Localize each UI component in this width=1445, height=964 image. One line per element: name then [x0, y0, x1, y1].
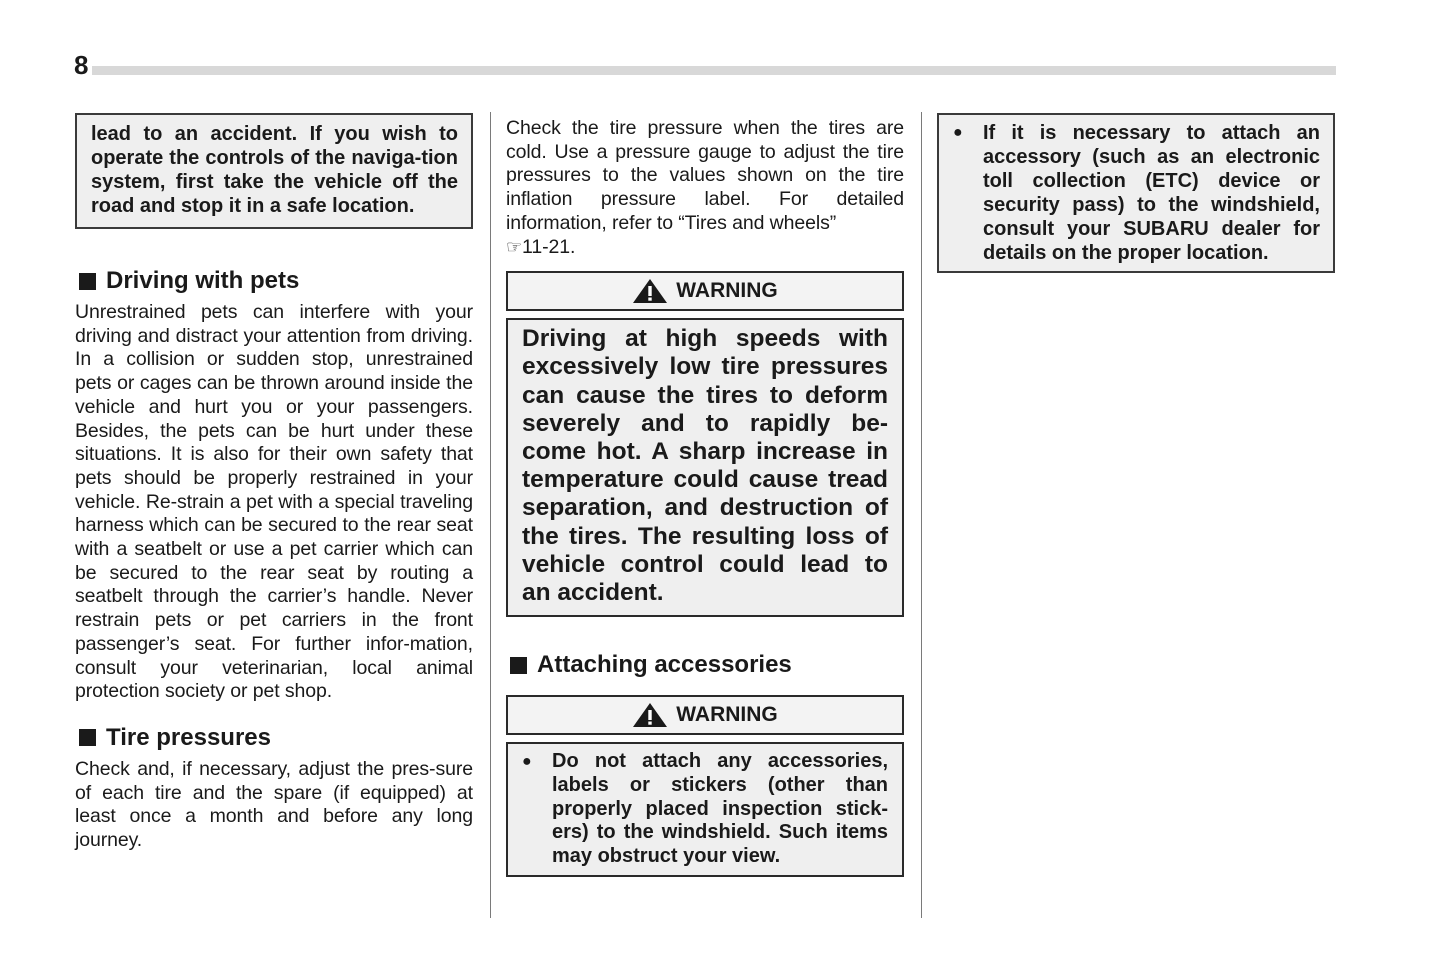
bullet-icon: ●	[522, 753, 532, 771]
tire-pressure-warning: Driving at high speeds with excessively low tire pressures can cause the tires to deform severely and to rapidly be-come hot. A sharp increase in temperature could cause tread separation, and destruction of the tires. The resulting loss of vehicle control could lead to an accident.	[506, 318, 904, 617]
tire-pressures-heading	[75, 724, 473, 752]
accessories-heading-text: Attaching accessories	[537, 651, 792, 679]
warning-bullet-item	[522, 750, 888, 869]
page-number: 8	[74, 50, 89, 80]
column-middle	[506, 117, 904, 877]
warning-header-2	[506, 695, 904, 735]
etc-bullet-item	[953, 121, 1320, 265]
page-reference: 11-21.	[522, 235, 576, 258]
tire-pressures-paragraph-cont	[506, 117, 904, 259]
page-reference-icon: ☞	[506, 236, 523, 257]
column-divider-2	[921, 112, 922, 918]
header-rule	[92, 66, 1336, 75]
black-square-icon	[79, 273, 96, 290]
black-square-icon	[79, 729, 96, 746]
column-left	[75, 113, 473, 853]
etc-device-note-text: If it is necessary to attach an accessory (such as an electronic toll collection (ETC) device or security pass) to the windshield, consult your SUBARU dealer for details on the proper location.	[983, 122, 1320, 264]
black-square-icon	[510, 657, 527, 674]
accessories-warning-text: Do not attach any accessories, labels or stickers (other than properly placed inspection stick-ers) to the windshield. Such items may obstruct your view.	[552, 750, 888, 868]
warning-triangle-icon	[632, 278, 668, 304]
pets-heading	[75, 267, 473, 295]
warning-label-1: WARNING	[676, 279, 778, 303]
pets-heading-text: Driving with pets	[106, 267, 300, 294]
accessories-warning	[506, 742, 904, 877]
column-divider-1	[490, 112, 491, 918]
accessories-heading	[506, 651, 904, 679]
navigation-caution-box: lead to an accident. If you wish to operate the controls of the naviga-tion system, first take the vehicle off the road and stop it in a safe location.	[75, 113, 473, 229]
warning-header-1	[506, 271, 904, 311]
pets-paragraph: Unrestrained pets can interfere with your driving and distract your attention from driving. In a collision or sudden stop, unrestrained pets or cages can be thrown around inside the vehicle and hurt you or your passengers. Besides, the pets can be hurt under these situations. It is also for their own safety that pets should be properly restrained in your vehicle. Re-strain a pet with a special traveling harness which can be secured to the rear seat with a seatbelt or use a pet carrier which can be secured to the rear seat by routing a seatbelt through the carrier’s handle. Never restrain pets or pet carriers in the front passenger’s seat. For further infor-mation, consult your veterinarian, local animal protection society or pet shop.	[75, 301, 473, 703]
tire-pressures-heading-text: Tire pressures	[106, 723, 271, 751]
warning-label-2: WARNING	[676, 703, 778, 727]
tire-pressures-text: Check the tire pressure when the tires are cold. Use a pressure gauge to adjust the tire pressures to the values shown on the tire inflation pressure label. For detailed information, refer to “Tires and wheels”	[506, 117, 904, 234]
tire-pressures-paragraph: Check and, if necessary, adjust the pres-sure of each tire and the spare (if equipped) at least once a month and before any long journey.	[75, 757, 473, 852]
etc-device-note-box	[937, 113, 1335, 273]
warning-triangle-icon	[632, 702, 668, 728]
bullet-icon: ●	[953, 124, 963, 141]
column-right	[937, 113, 1335, 273]
